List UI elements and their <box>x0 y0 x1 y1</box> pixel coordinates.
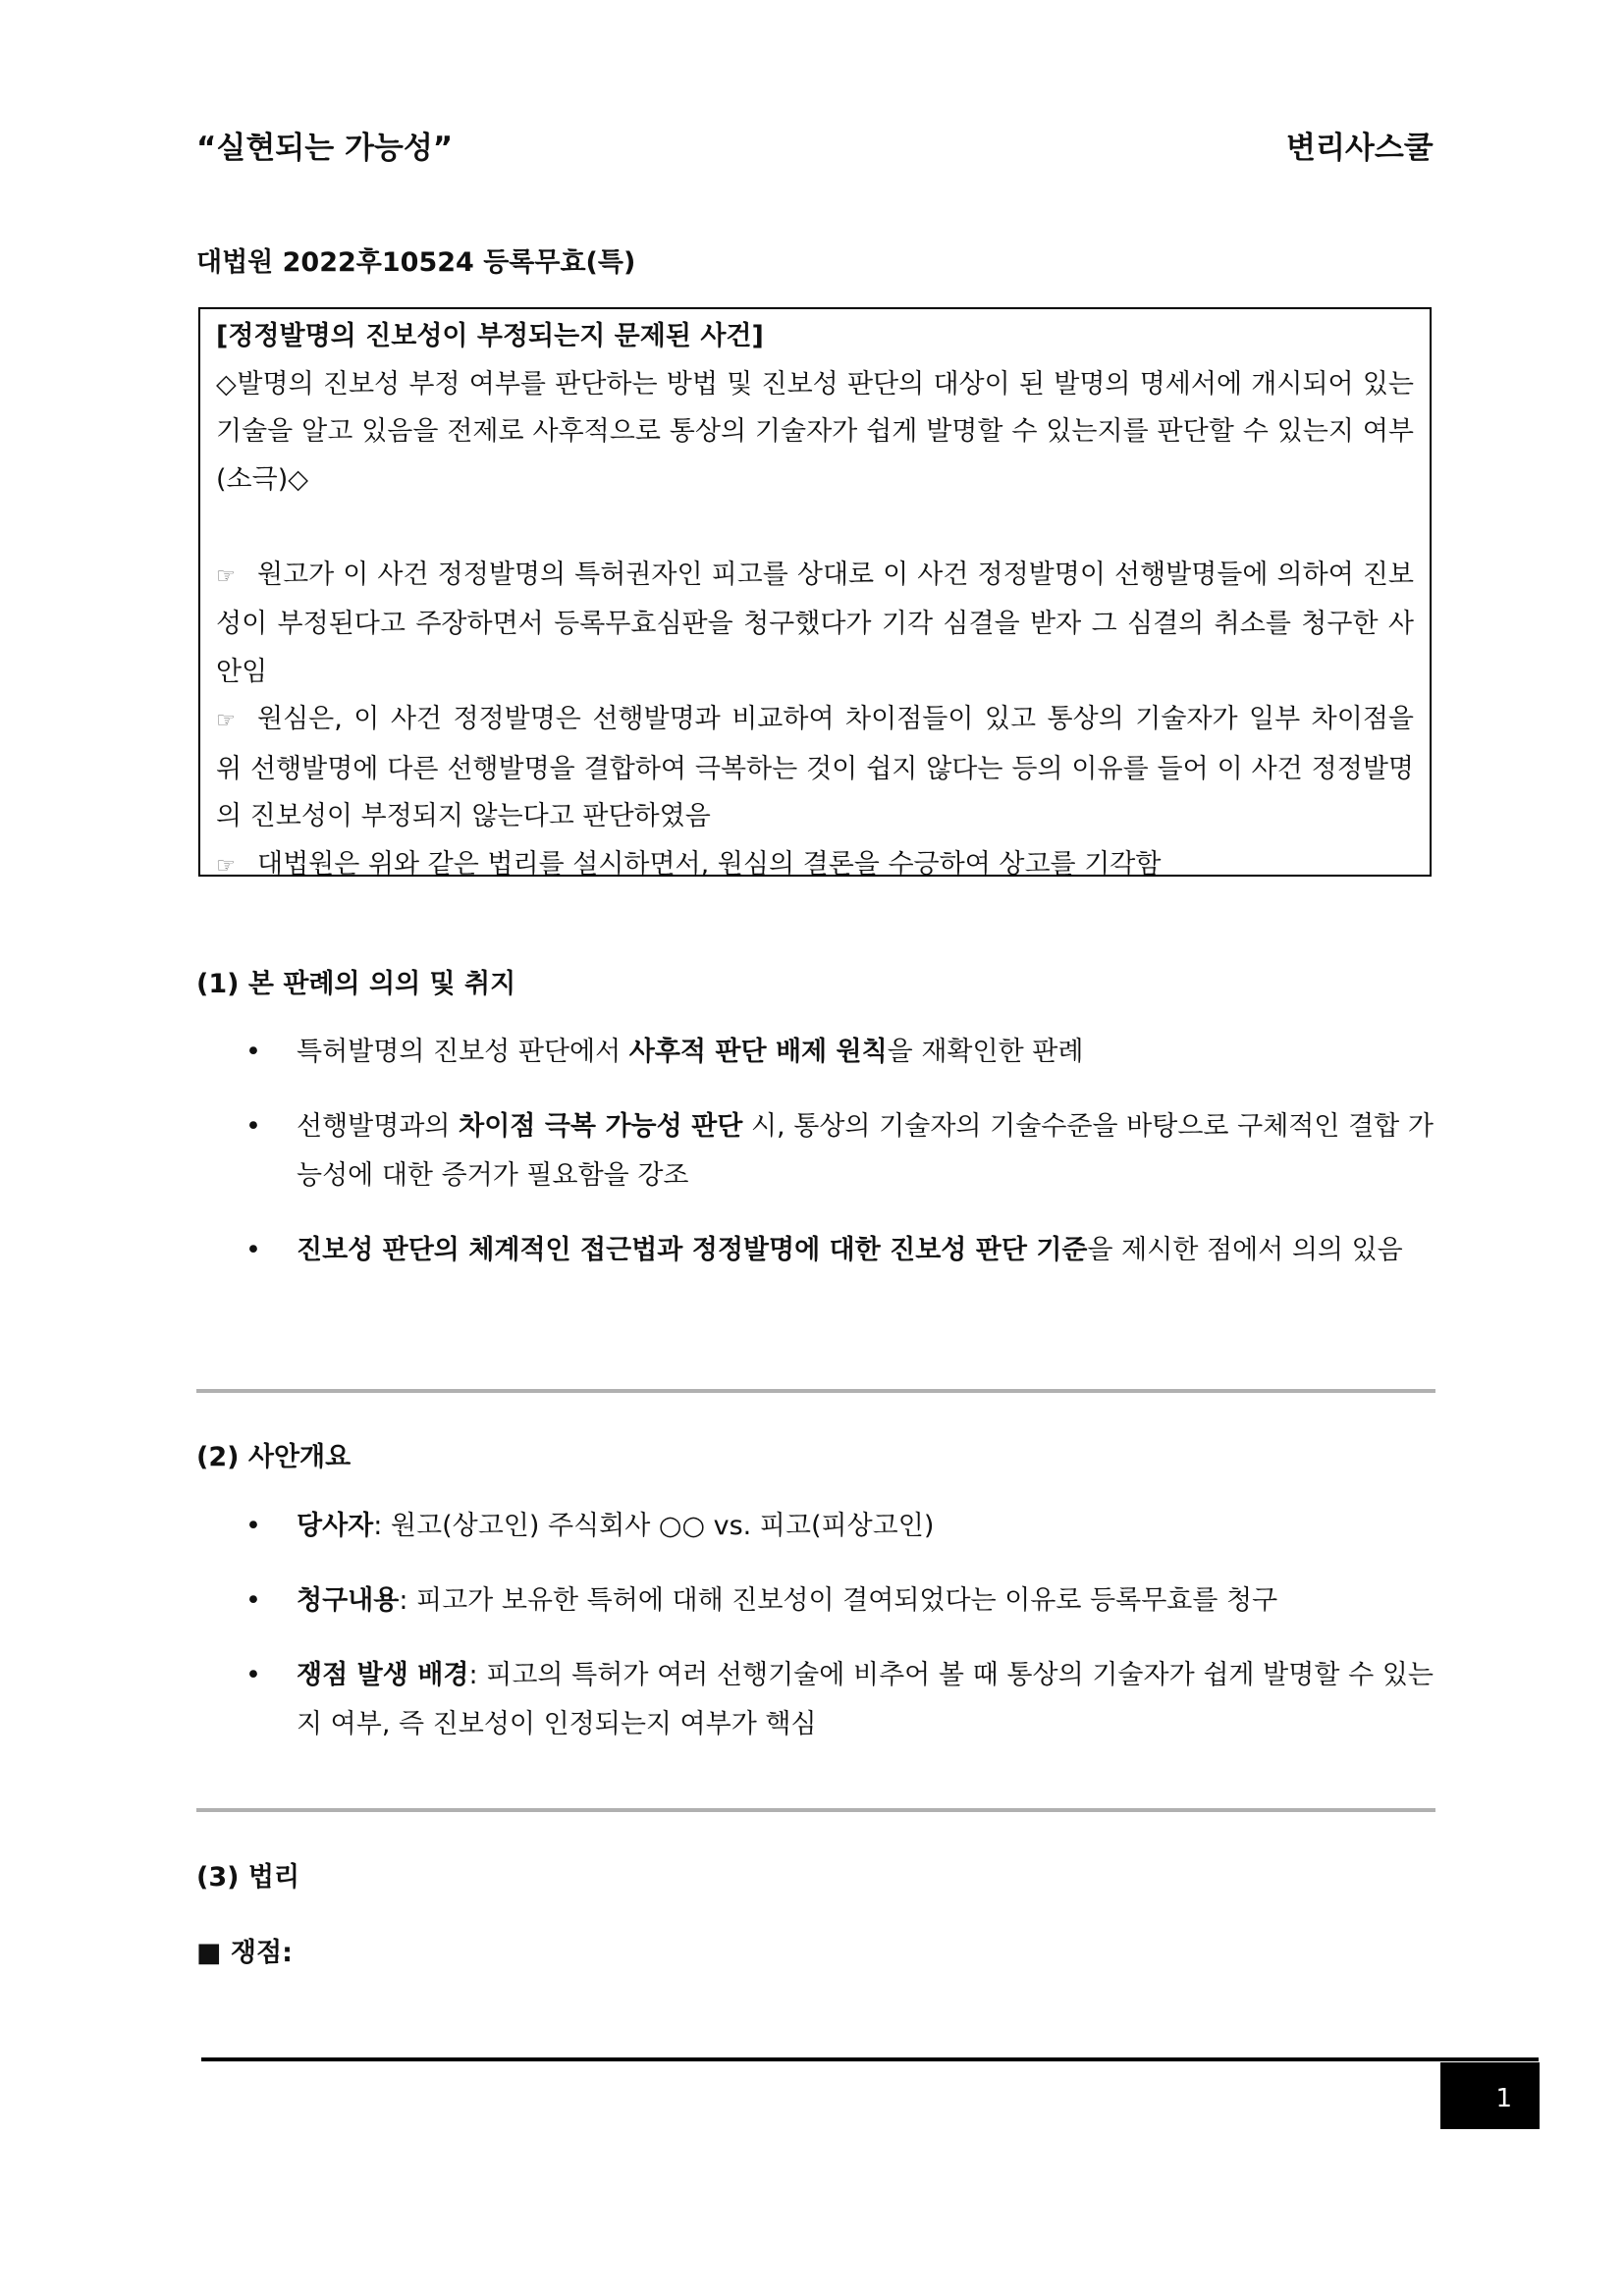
list-item: • 선행발명과의 차이점 극복 가능성 판단 시, 통상의 기술자의 기술수준을 바탕으로 구체적인 결합 가능성에 대한 증거가 필요함을 강조 <box>245 1102 1434 1201</box>
page-number: 1 <box>1440 2062 1540 2129</box>
case-summary-box <box>198 307 1432 880</box>
pointing-hand-icon: ☞ <box>216 563 236 589</box>
bullet-icon: • <box>245 1037 261 1067</box>
summary-point: ☞ 대법원은 위와 같은 법리를 설시하면서, 원심의 결론을 수긍하여 상고를 기각함 <box>216 841 1414 891</box>
overview-list <box>245 1502 1434 1775</box>
summary-point: ☞ 원심은, 이 사건 정정발명은 선행발명과 비교하여 차이점들이 있고 통상의 기술자가 일부 차이점을 위 선행발명에 다른 선행발명을 결합하여 극복하는 것이 쉽지 않다는 등의 이유를 들어 이 사건 정정발명의 진보성이 부정되지 않는다고 판단하였음 <box>216 696 1414 841</box>
bullet-icon: • <box>245 1235 261 1265</box>
pointing-hand-icon: ☞ <box>216 709 236 733</box>
section-divider <box>196 1808 1435 1812</box>
bullet-icon: • <box>245 1511 261 1541</box>
section-heading-law: (3) 법리 <box>196 1862 300 1893</box>
list-item: • 청구내용: 피고가 보유한 특허에 대해 진보성이 결여되었다는 이유로 등록무효를 청구 <box>245 1576 1434 1626</box>
significance-list <box>245 1028 1434 1301</box>
section-divider <box>196 1389 1435 1393</box>
issue-subheading: ■ 쟁점: <box>196 1938 293 1968</box>
header-title: “실현되는 가능성” <box>196 131 454 166</box>
footer-rule <box>201 2057 1539 2061</box>
list-item: • 당사자: 원고(상고인) 주식회사 ○○ vs. 피고(피상고인) <box>245 1502 1434 1551</box>
summary-point: ☞ 원고가 이 사건 정정발명의 특허권자인 피고를 상대로 이 사건 정정발명이 선행발명들에 의하여 진보성이 부정된다고 주장하면서 등록무효심판을 청구했다가 기각 심결을 받자 그 심결의 취소를 청구한 사안임 <box>216 552 1414 697</box>
case-title: 대법원 2022후10524 등록무효(특) <box>196 247 636 278</box>
list-item: • 특허발명의 진보성 판단에서 사후적 판단 배제 원칙을 재확인한 판례 <box>245 1028 1434 1077</box>
bullet-icon: • <box>245 1585 261 1616</box>
summary-issue: ◇발명의 진보성 부정 여부를 판단하는 방법 및 진보성 판단의 대상이 된 발명의 명세서에 개시되어 있는 기술을 알고 있음을 전제로 사후적으로 통상의 기술자가 쉽게 발명할 수 있는지를 판단할 수 있는지 여부(소극)◇ <box>216 368 1414 495</box>
header-brand: 변리사스쿨 <box>1286 131 1434 166</box>
bullet-icon: • <box>245 1111 261 1142</box>
pointing-hand-icon: ☞ <box>216 853 236 879</box>
section-heading-overview: (2) 사안개요 <box>196 1442 352 1472</box>
bullet-icon: • <box>245 1660 261 1690</box>
section-heading-significance: (1) 본 판례의 의의 및 취지 <box>196 969 516 999</box>
summary-title: [정정발명의 진보성이 부정되는지 문제된 사건] <box>216 321 764 351</box>
list-item: • 쟁점 발생 배경: 피고의 특허가 여러 선행기술에 비추어 볼 때 통상의 기술자가 쉽게 발명할 수 있는지 여부, 즉 진보성이 인정되는지 여부가 핵심 <box>245 1651 1434 1749</box>
list-item: • 진보성 판단의 체계적인 접근법과 정정발명에 대한 진보성 판단 기준을 제시한 점에서 의의 있음 <box>245 1226 1434 1275</box>
